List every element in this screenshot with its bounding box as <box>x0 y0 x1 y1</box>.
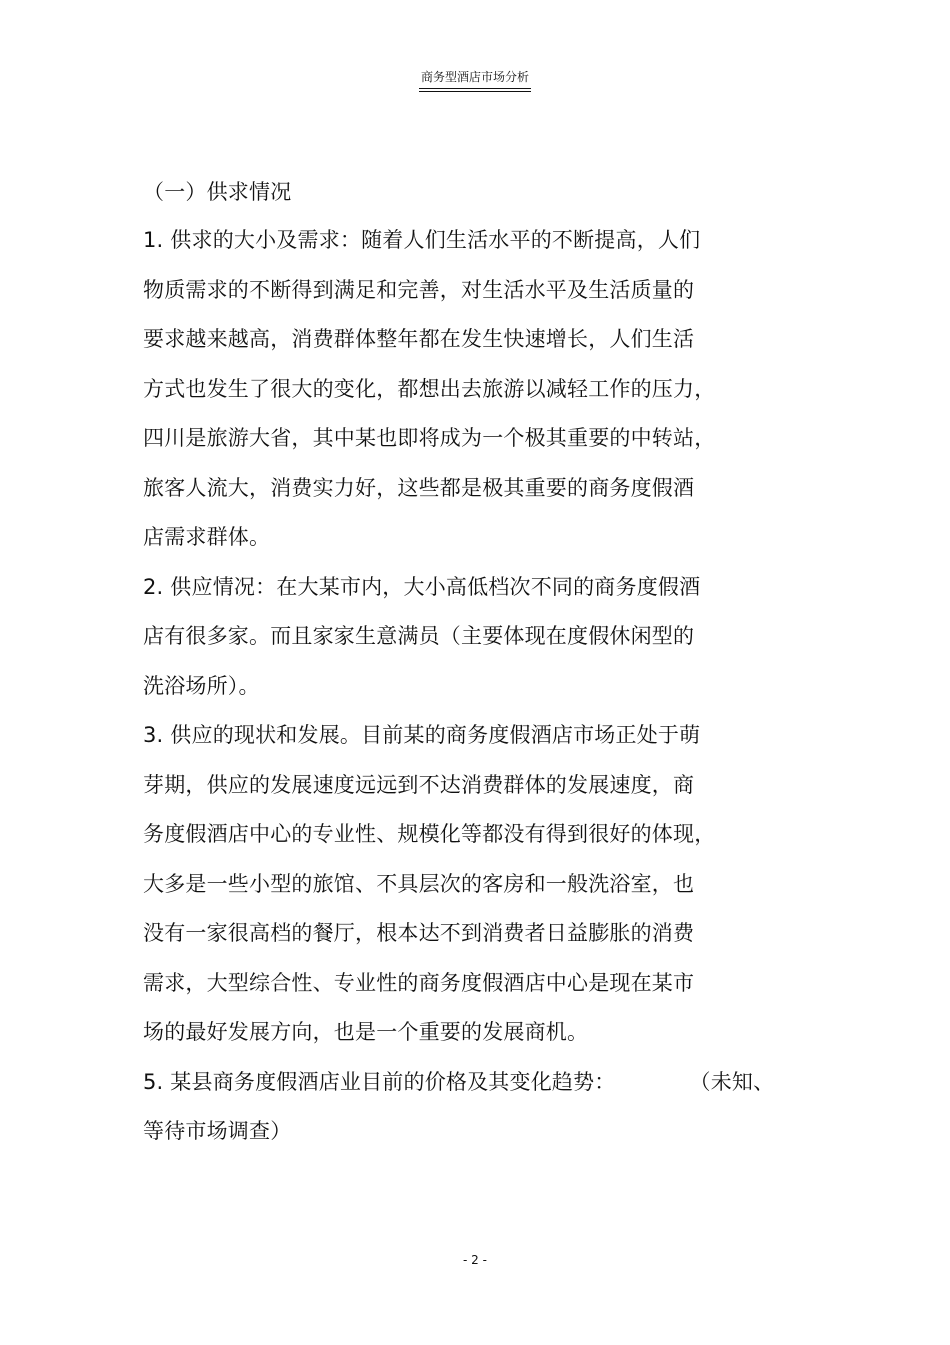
header-title: 商务型酒店市场分析 <box>419 69 531 89</box>
paragraph-line: 务度假酒店中心的专业性、规模化等都没有得到很好的体现， <box>143 822 716 846</box>
paragraph-line: 方式也发生了很大的变化，都想出去旅游以减轻工作的压力， <box>143 376 716 401</box>
paragraph-line: 芽期，供应的发展速度远远到不达消费群体的发展速度，商 <box>143 772 695 797</box>
paragraph-line: 需求，大型综合性、专业性的商务度假酒店中心是现在某市 <box>143 970 695 995</box>
paragraph-line: 洗浴场所）。 <box>143 673 260 698</box>
paragraph-line: 店需求群体。 <box>143 525 271 549</box>
paragraph-line <box>143 1058 823 1108</box>
paragraph-line: 店有很多家。而且家家生意满员（主要体现在度假休闲型的 <box>143 624 695 648</box>
paragraph-line-main: 5. 某县商务度假酒店业目前的价格及其变化趋势： <box>143 1069 616 1094</box>
section-heading: （一）供求情况 <box>143 180 292 204</box>
paragraph-line: 3. 供应的现状和发展。目前某的商务度假酒店市场正处于萌 <box>143 723 701 747</box>
paragraph-line: 等待市场调查） <box>143 1119 292 1143</box>
paragraph-line: 没有一家很高档的餐厅，根本达不到消费者日益膨胀的消费 <box>143 921 695 945</box>
page-header <box>0 66 950 89</box>
paragraph-line-note: （未知、 <box>689 1069 775 1094</box>
paragraph-line: 物质需求的不断得到满足和完善，对生活水平及生活质量的 <box>143 277 695 302</box>
paragraph-line: 要求越来越高，消费群体整年都在发生快速增长，人们生活 <box>143 327 695 351</box>
paragraph-line: 旅客人流大，消费实力好，这些都是极其重要的商务度假酒 <box>143 475 695 500</box>
paragraph-line: 2. 供应情况：在大某市内，大小高低档次不同的商务度假酒 <box>143 574 701 599</box>
paragraph-line: 大多是一些小型的旅馆、不具层次的客房和一般洗浴室，也 <box>143 871 695 896</box>
paragraph-line: 四川是旅游大省，其中某也即将成为一个极其重要的中转站， <box>143 426 716 450</box>
paragraph-line: 场的最好发展方向，也是一个重要的发展商机。 <box>143 1020 589 1044</box>
page-number: - 2 - <box>463 1253 487 1267</box>
paragraph-line: 1. 供求的大小及需求：随着人们生活水平的不断提高，人们 <box>143 228 701 252</box>
document-body <box>143 168 823 1157</box>
